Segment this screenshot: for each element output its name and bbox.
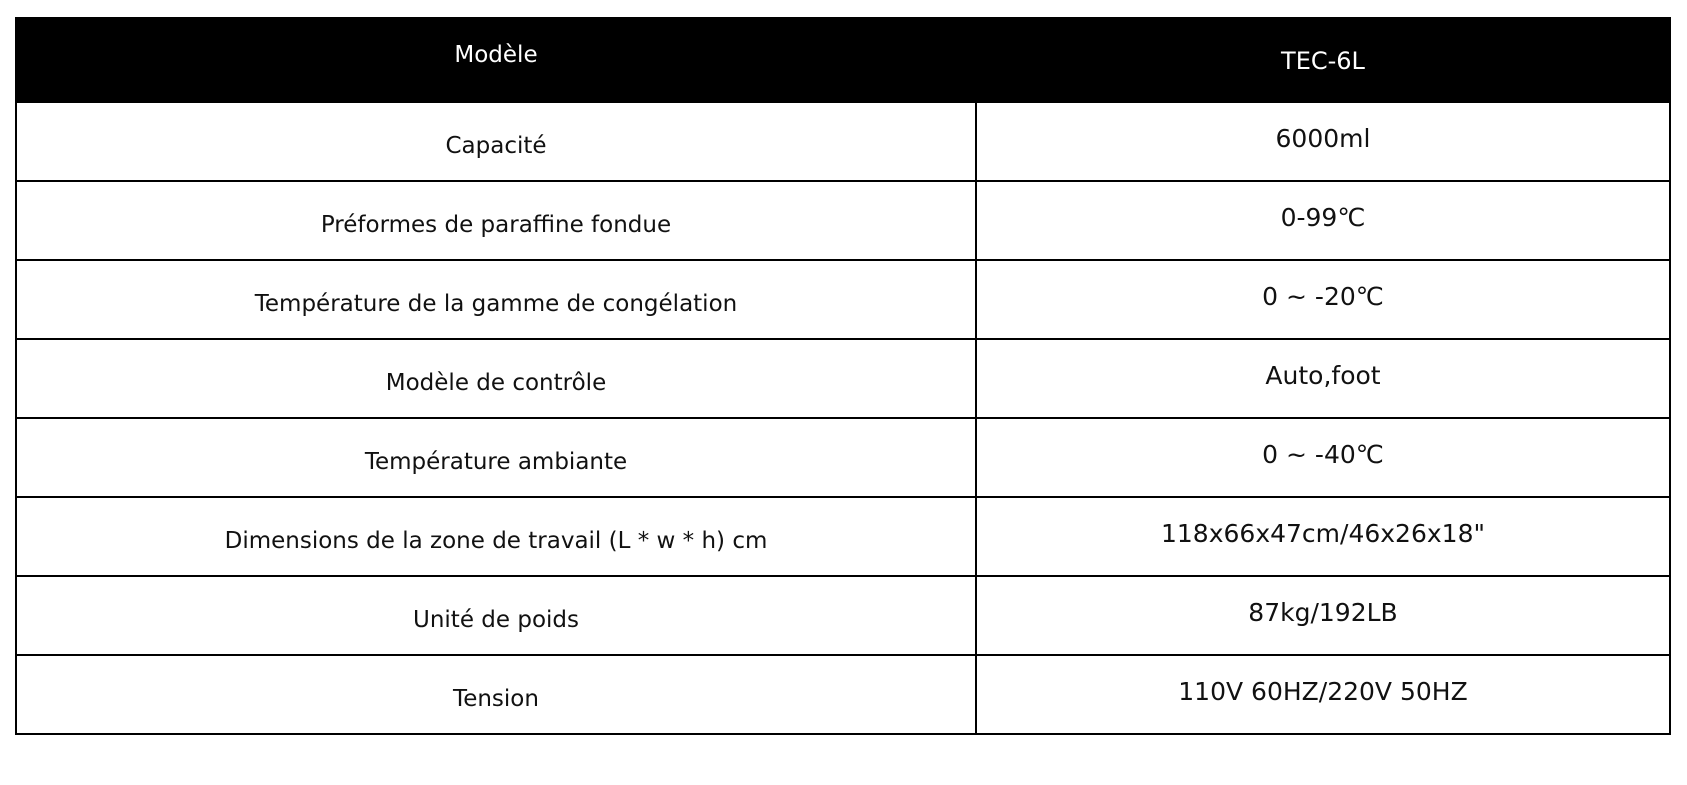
row-label-weight: Unité de poids (16, 576, 976, 655)
row-label-paraffin-preforms: Préformes de paraffine fondue (16, 181, 976, 260)
table-row (16, 260, 1670, 339)
row-value-work-area-dimensions: 118x66x47cm/46x26x18" (976, 497, 1670, 576)
table-header (16, 18, 1670, 102)
row-label-freezing-range: Température de la gamme de congélation (16, 260, 976, 339)
table-row (16, 655, 1670, 734)
header-model-value-cell: TEC-6L (976, 18, 1670, 102)
table-row (16, 181, 1670, 260)
header-row (16, 18, 1670, 102)
row-value-paraffin-preforms: 0-99℃ (976, 181, 1670, 260)
row-label-control-model: Modèle de contrôle (16, 339, 976, 418)
table-row (16, 339, 1670, 418)
table-row (16, 497, 1670, 576)
table-row (16, 576, 1670, 655)
row-label-voltage: Tension (16, 655, 976, 734)
table-body (16, 102, 1670, 734)
row-value-voltage: 110V 60HZ/220V 50HZ (976, 655, 1670, 734)
row-value-control-model: Auto,foot (976, 339, 1670, 418)
row-value-weight: 87kg/192LB (976, 576, 1670, 655)
row-label-work-area-dimensions: Dimensions de la zone de travail (L * w * h) cm (16, 497, 976, 576)
table-row (16, 418, 1670, 497)
row-label-ambient-temperature: Température ambiante (16, 418, 976, 497)
spec-table (15, 17, 1671, 735)
row-value-ambient-temperature: 0 ~ -40℃ (976, 418, 1670, 497)
header-label-cell: Modèle (16, 18, 976, 102)
row-value-freezing-range: 0 ~ -20℃ (976, 260, 1670, 339)
table-row (16, 102, 1670, 181)
row-label-capacity: Capacité (16, 102, 976, 181)
row-value-capacity: 6000ml (976, 102, 1670, 181)
